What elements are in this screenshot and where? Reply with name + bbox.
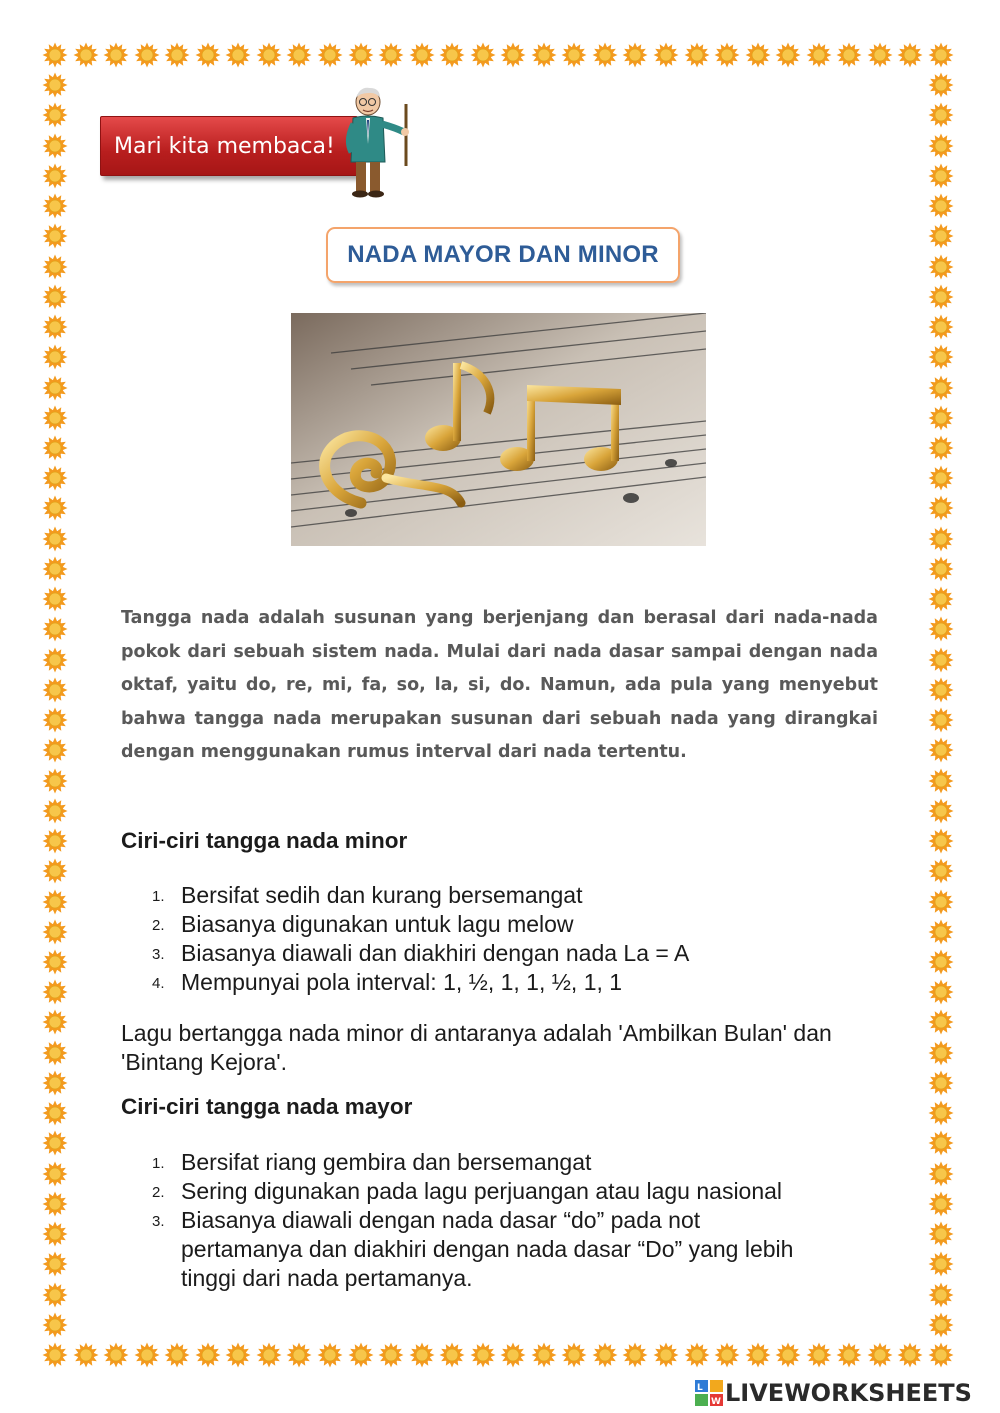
sun-icon [470, 42, 496, 68]
list-item-text: Biasanya diawali dengan nada dasar “do” pada not pertamanya dan diakhiri dengan nada dasar “Do” yang lebih tinggi dari nada pertamanya. [181, 1207, 794, 1291]
sun-icon [500, 42, 526, 68]
sun-icon [928, 254, 954, 280]
sun-icon [928, 1009, 954, 1035]
sun-icon [42, 889, 68, 915]
list-item-number: 1. [152, 888, 165, 905]
sun-icon [256, 42, 282, 68]
sun-icon [928, 828, 954, 854]
sun-icon [836, 42, 862, 68]
intro-paragraph: Tangga nada adalah susunan yang berjenjang dan berasal dari nada-nada pokok dari sebuah sistem nada. Mulai dari nada dasar sampai dengan nada oktaf, yaitu do, re, mi, fa, so, la, si, do. Namun, ada pula yang menyebut bahwa tangga nada merupakan susunan dari sebuah nada yang dirangkai dengan menggunakan rumus interval dari nada tertentu. [121, 608, 878, 762]
sun-icon [928, 979, 954, 1005]
icon-letter-l: L [697, 1383, 703, 1393]
sun-icon [42, 405, 68, 431]
major-list [121, 1148, 881, 1293]
sun-icon [928, 949, 954, 975]
sun-icon [928, 42, 954, 68]
sun-icon [684, 1342, 710, 1368]
sun-icon [928, 72, 954, 98]
sun-icon [928, 344, 954, 370]
sun-icon [928, 193, 954, 219]
list-item-number: 1. [152, 1155, 165, 1172]
sun-icon [42, 314, 68, 340]
sun-icon [928, 223, 954, 249]
sun-icon [897, 42, 923, 68]
list-item-text: Bersifat sedih dan kurang bersemangat [181, 882, 583, 908]
sun-icon [928, 526, 954, 552]
sun-icon [42, 465, 68, 491]
list-item [121, 1206, 881, 1293]
sun-icon [42, 586, 68, 612]
sun-icon [653, 1342, 679, 1368]
sun-icon [42, 1191, 68, 1217]
sun-icon [256, 1342, 282, 1368]
sun-icon [653, 42, 679, 68]
sun-icon [225, 42, 251, 68]
sun-icon [225, 1342, 251, 1368]
sun-icon [42, 223, 68, 249]
sun-icon [42, 526, 68, 552]
sun-icon [928, 556, 954, 582]
sun-icon [42, 1251, 68, 1277]
sun-icon [806, 1342, 832, 1368]
sun-icon [928, 677, 954, 703]
sun-icon [928, 1312, 954, 1338]
sun-icon [42, 254, 68, 280]
sun-icon [928, 375, 954, 401]
sun-icon [378, 42, 404, 68]
sun-icon [928, 1191, 954, 1217]
sun-icon [103, 1342, 129, 1368]
sun-icon [531, 1342, 557, 1368]
list-item-text: Biasanya diawali dan diakhiri dengan nada La = A [181, 940, 690, 966]
teacher-illustration [338, 84, 418, 200]
sun-icon [42, 919, 68, 945]
sun-icon [42, 102, 68, 128]
sun-icon [164, 1342, 190, 1368]
sun-icon [42, 737, 68, 763]
sun-icon [439, 1342, 465, 1368]
list-item-number: 2. [152, 917, 165, 934]
sun-icon [164, 42, 190, 68]
sun-icon [714, 42, 740, 68]
page-title [326, 227, 680, 283]
sun-icon [317, 42, 343, 68]
sun-icon [42, 1312, 68, 1338]
sun-icon [928, 133, 954, 159]
read-banner [100, 116, 358, 176]
sun-icon [42, 1342, 68, 1368]
sun-icon [928, 1282, 954, 1308]
music-notes-photo [291, 313, 706, 546]
sun-icon [775, 1342, 801, 1368]
sun-icon [836, 1342, 862, 1368]
sun-icon [592, 1342, 618, 1368]
sun-icon [867, 42, 893, 68]
minor-example: Lagu bertangga nada minor di antaranya adalah 'Ambilkan Bulan' dan 'Bintang Kejora'. [121, 1020, 832, 1075]
sun-icon [561, 42, 587, 68]
list-item-text: Bersifat riang gembira dan bersemangat [181, 1149, 592, 1175]
sun-icon [928, 1342, 954, 1368]
list-item-text: Sering digunakan pada lagu perjuangan atau lagu nasional [181, 1178, 783, 1204]
list-item [121, 910, 881, 939]
icon-letter-w: W [711, 1397, 721, 1406]
sun-icon [928, 1251, 954, 1277]
sun-icon [348, 42, 374, 68]
sun-icon [286, 1342, 312, 1368]
sun-icon [928, 465, 954, 491]
sun-icon [42, 828, 68, 854]
sun-icon [42, 435, 68, 461]
sun-icon [500, 1342, 526, 1368]
sun-icon [195, 42, 221, 68]
major-heading: Ciri-ciri tangga nada mayor [121, 1094, 413, 1119]
sun-icon [531, 42, 557, 68]
sun-icon [42, 949, 68, 975]
sun-icon [42, 556, 68, 582]
sun-icon [42, 707, 68, 733]
sun-icon [928, 919, 954, 945]
list-item [121, 939, 881, 968]
sun-icon [42, 647, 68, 673]
sun-icon [928, 858, 954, 884]
sun-icon [42, 858, 68, 884]
sun-icon [42, 979, 68, 1005]
list-item-number: 3. [152, 946, 165, 963]
sun-icon [775, 42, 801, 68]
sun-icon [928, 1221, 954, 1247]
sun-icon [42, 1100, 68, 1126]
sun-icon [42, 768, 68, 794]
sun-icon [714, 1342, 740, 1368]
brand-text: LIVEWORKSHEETS [725, 1379, 972, 1407]
sun-icon [622, 1342, 648, 1368]
sun-icon [348, 1342, 374, 1368]
list-item [121, 881, 881, 910]
list-item-number: 2. [152, 1184, 165, 1201]
sun-icon [928, 798, 954, 824]
sun-icon [928, 314, 954, 340]
sun-icon [928, 707, 954, 733]
list-item-number: 4. [152, 975, 165, 992]
sun-icon [73, 1342, 99, 1368]
sun-icon [928, 768, 954, 794]
sun-icon [928, 1130, 954, 1156]
sun-icon [928, 163, 954, 189]
sun-icon [42, 677, 68, 703]
sun-icon [42, 72, 68, 98]
list-item [121, 1148, 881, 1177]
sun-icon [470, 1342, 496, 1368]
sun-icon [928, 586, 954, 612]
list-item-number: 3. [152, 1213, 165, 1230]
sun-icon [592, 42, 618, 68]
sun-icon [134, 1342, 160, 1368]
sun-icon [409, 42, 435, 68]
sun-icon [42, 344, 68, 370]
sun-icon [928, 1100, 954, 1126]
liveworksheets-logo[interactable] [695, 1378, 972, 1408]
sun-icon [745, 1342, 771, 1368]
sun-icon [897, 1342, 923, 1368]
sun-icon [42, 163, 68, 189]
sun-icon [42, 284, 68, 310]
sun-icon [928, 1070, 954, 1096]
sun-icon [378, 1342, 404, 1368]
sun-icon [928, 647, 954, 673]
list-item [121, 968, 881, 997]
list-item [121, 1177, 881, 1206]
sun-icon [928, 102, 954, 128]
sun-icon [42, 193, 68, 219]
sun-icon [42, 1070, 68, 1096]
sun-icon [409, 1342, 435, 1368]
sun-icon [867, 1342, 893, 1368]
sun-icon [928, 1040, 954, 1066]
sun-icon [42, 42, 68, 68]
sun-icon [134, 42, 160, 68]
list-item-text: Biasanya digunakan untuk lagu melow [181, 911, 574, 937]
sun-icon [928, 889, 954, 915]
minor-list [121, 881, 881, 997]
sun-icon [286, 42, 312, 68]
sun-icon [73, 42, 99, 68]
sun-icon [42, 616, 68, 642]
sun-icon [928, 616, 954, 642]
minor-heading: Ciri-ciri tangga nada minor [121, 828, 408, 853]
sun-icon [928, 495, 954, 521]
sun-icon [684, 42, 710, 68]
sun-icon [42, 1282, 68, 1308]
page-title-text: NADA MAYOR DAN MINOR [347, 241, 659, 268]
sun-icon [195, 1342, 221, 1368]
sun-icon [42, 1161, 68, 1187]
sun-icon [42, 798, 68, 824]
banner-label: Mari kita membaca! [114, 134, 335, 159]
sun-icon [42, 133, 68, 159]
sun-icon [928, 737, 954, 763]
sun-icon [317, 1342, 343, 1368]
sun-icon [42, 1130, 68, 1156]
sun-icon [561, 1342, 587, 1368]
liveworksheets-icon [695, 1380, 723, 1406]
sun-icon [622, 42, 648, 68]
sun-icon [806, 42, 832, 68]
sun-icon [103, 42, 129, 68]
sun-icon [928, 284, 954, 310]
sun-icon [928, 435, 954, 461]
sun-icon [745, 42, 771, 68]
list-item-text: Mempunyai pola interval: 1, ½, 1, 1, ½, 1, 1 [181, 969, 623, 995]
sun-icon [928, 405, 954, 431]
sun-icon [42, 1221, 68, 1247]
sun-icon [42, 1040, 68, 1066]
sun-icon [439, 42, 465, 68]
sun-icon [928, 1161, 954, 1187]
sun-icon [42, 1009, 68, 1035]
sun-icon [42, 375, 68, 401]
sun-icon [42, 495, 68, 521]
